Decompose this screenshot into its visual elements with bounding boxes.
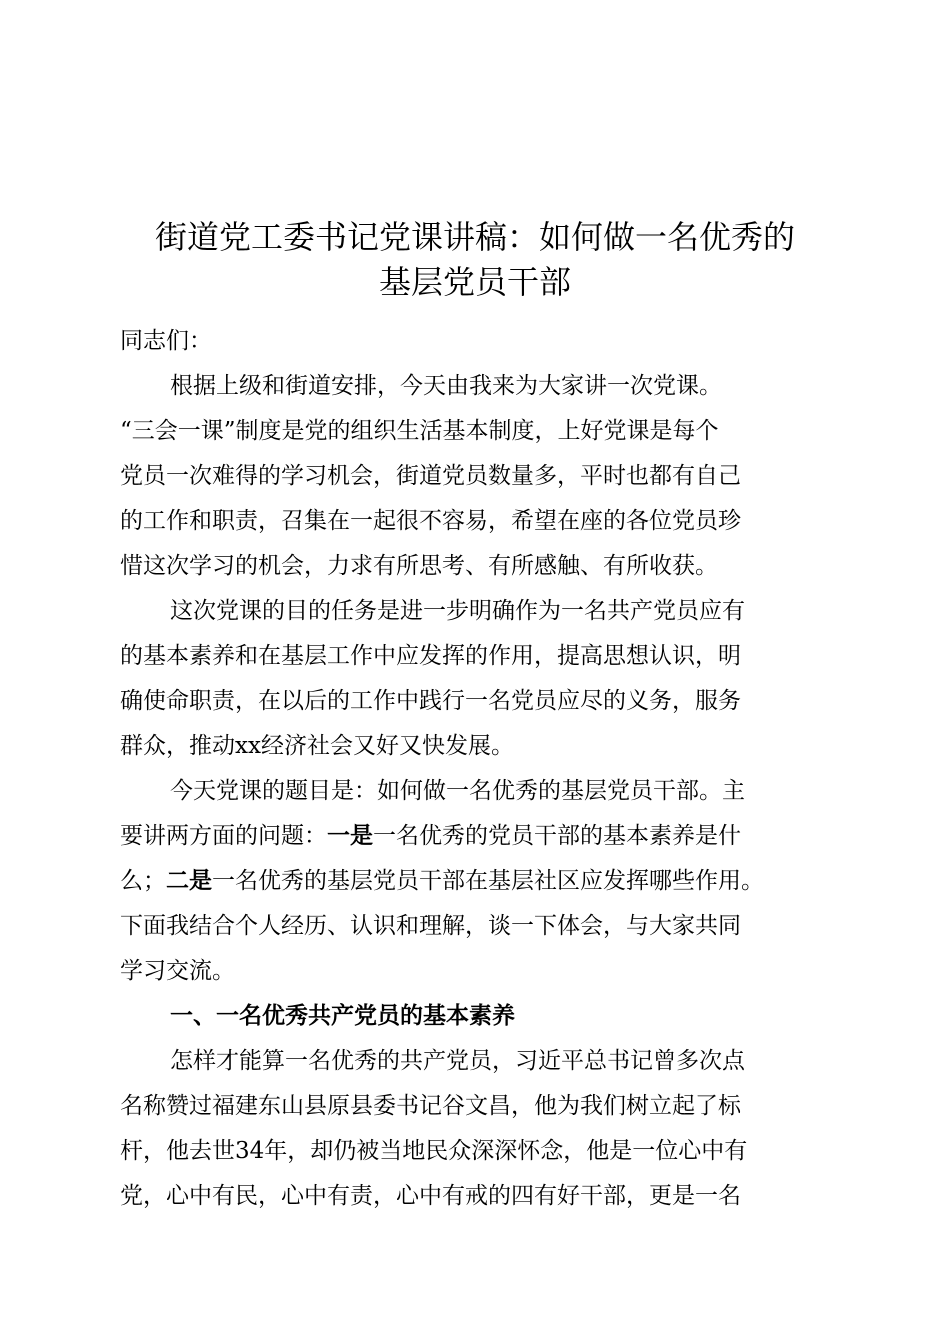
paragraph-4-line: 怎样才能算一名优秀的共产党员，习近平总书记曾多次点 <box>170 1048 745 1074</box>
document-title-line-1: 街道党工委书记党课讲稿：如何做一名优秀的 <box>154 218 795 256</box>
paragraph-1-line: 根据上级和街道安排，今天由我来为大家讲一次党课。 <box>170 373 722 399</box>
paragraph-4-line: 杆，他去世34年，却仍被当地民众深深怀念，他是一位心中有 <box>120 1138 748 1164</box>
document-title-line-2: 基层党员干部 <box>378 263 571 301</box>
paragraph-3-text: 么； <box>120 868 166 894</box>
paragraph-3-text: 要讲两方面的问题： <box>120 823 327 849</box>
paragraph-3-line <box>120 821 741 851</box>
paragraph-3-text: 一名优秀的党员干部的基本素养是什 <box>373 823 741 849</box>
emphasis-first: 一是 <box>327 823 373 849</box>
paragraph-2-line: 群众，推动xx经济社会又好又快发展。 <box>120 733 514 759</box>
paragraph-1-line: 的工作和职责，召集在一起很不容易，希望在座的各位党员珍 <box>120 508 741 534</box>
paragraph-2-line: 这次党课的目的任务是进一步明确作为一名共产党员应有 <box>170 598 745 624</box>
paragraph-2-line: 确使命职责，在以后的工作中践行一名党员应尽的义务，服务 <box>120 688 741 714</box>
paragraph-3-text: 一名优秀的基层党员干部在基层社区应发挥哪些作用。 <box>212 868 764 894</box>
paragraph-4-line: 党，心中有民，心中有责，心中有戒的四有好干部，更是一名 <box>120 1183 741 1209</box>
section-1-heading: 一、一名优秀共产党员的基本素养 <box>170 1003 515 1029</box>
paragraph-4-line: 名称赞过福建东山县原县委书记谷文昌，他为我们树立起了标 <box>120 1093 741 1119</box>
emphasis-second: 二是 <box>166 868 212 894</box>
paragraph-1-line: 惜这次学习的机会，力求有所思考、有所感触、有所收获。 <box>120 553 718 579</box>
paragraph-2-line: 的基本素养和在基层工作中应发挥的作用，提高思想认识，明 <box>120 643 741 669</box>
salutation: 同志们： <box>120 328 212 354</box>
paragraph-3-line <box>120 866 764 896</box>
paragraph-3-line: 今天党课的题目是：如何做一名优秀的基层党员干部。主 <box>170 778 745 804</box>
paragraph-1-line: “三会一课”制度是党的组织生活基本制度，上好党课是每个 <box>120 418 719 444</box>
paragraph-1-line: 党员一次难得的学习机会，街道党员数量多，平时也都有自己 <box>120 463 741 489</box>
paragraph-3-line: 学习交流。 <box>120 958 235 984</box>
paragraph-3-line: 下面我结合个人经历、认识和理解，谈一下体会，与大家共同 <box>120 913 741 939</box>
